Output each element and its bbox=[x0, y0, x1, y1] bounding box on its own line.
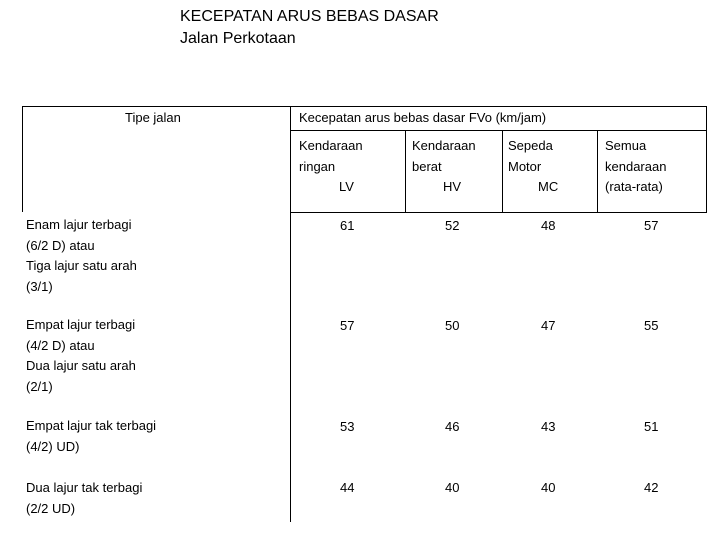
row-2-hv-value: 50 bbox=[445, 318, 460, 333]
row-3-mc-value: 43 bbox=[541, 419, 556, 434]
row-label-4: Dua lajur tak terbagi (2/2 UD) bbox=[26, 480, 143, 516]
row-2-mc-value: 47 bbox=[541, 318, 556, 333]
row-2-lv-value: 57 bbox=[340, 318, 355, 333]
row-2-all-value: 55 bbox=[644, 318, 659, 333]
row-label-2: Empat lajur terbagi (4/2 D) atau Dua lajur satu arah (2/1) bbox=[26, 317, 136, 394]
row-3-lv-value: 53 bbox=[340, 419, 355, 434]
row-4-lv-value: 44 bbox=[340, 480, 355, 495]
row-3-hv-value: 46 bbox=[445, 419, 460, 434]
title-line-1: KECEPATAN ARUS BEBAS DASAR bbox=[180, 8, 439, 25]
row-label-header: Tipe jalan bbox=[125, 110, 181, 125]
column-code-hv: HV bbox=[443, 179, 462, 194]
column-header-all: Semua kendaraan (rata-rata) bbox=[605, 138, 667, 194]
row-4-hv-value: 40 bbox=[445, 480, 460, 495]
header-bottom-border bbox=[290, 212, 707, 213]
column-code-lv: LV bbox=[339, 179, 354, 194]
hv-mc-divider bbox=[502, 130, 503, 212]
column-header-hv: Kendaraan berat bbox=[412, 138, 476, 174]
row-label-1: Enam lajur terbagi (6/2 D) atau Tiga lajur satu arah (3/1) bbox=[26, 217, 137, 294]
speed-table bbox=[22, 106, 707, 522]
row-4-mc-value: 40 bbox=[541, 480, 556, 495]
table-left-border bbox=[22, 106, 23, 212]
header-group-divider bbox=[290, 130, 707, 131]
column-header-lv: Kendaraan ringan bbox=[299, 138, 363, 174]
mc-all-divider bbox=[597, 130, 598, 212]
row-label-3: Empat lajur tak terbagi (4/2) UD) bbox=[26, 418, 157, 454]
label-column-divider bbox=[290, 106, 291, 522]
row-1-hv-value: 52 bbox=[445, 218, 460, 233]
column-code-mc: MC bbox=[538, 179, 559, 194]
row-4-all-value: 42 bbox=[644, 480, 659, 495]
lv-hv-divider bbox=[405, 130, 406, 212]
speed-group-header: Kecepatan arus bebas dasar FVo (km/jam) bbox=[299, 110, 547, 125]
row-3-all-value: 51 bbox=[644, 419, 659, 434]
row-1-mc-value: 48 bbox=[541, 218, 556, 233]
title-line-2: Jalan Perkotaan bbox=[180, 30, 296, 47]
column-header-mc: Sepeda Motor bbox=[508, 138, 553, 174]
row-1-lv-value: 61 bbox=[340, 218, 355, 233]
table-right-border bbox=[706, 106, 707, 212]
row-1-all-value: 57 bbox=[644, 218, 659, 233]
document-title bbox=[180, 6, 439, 50]
table-top-border bbox=[22, 106, 707, 107]
